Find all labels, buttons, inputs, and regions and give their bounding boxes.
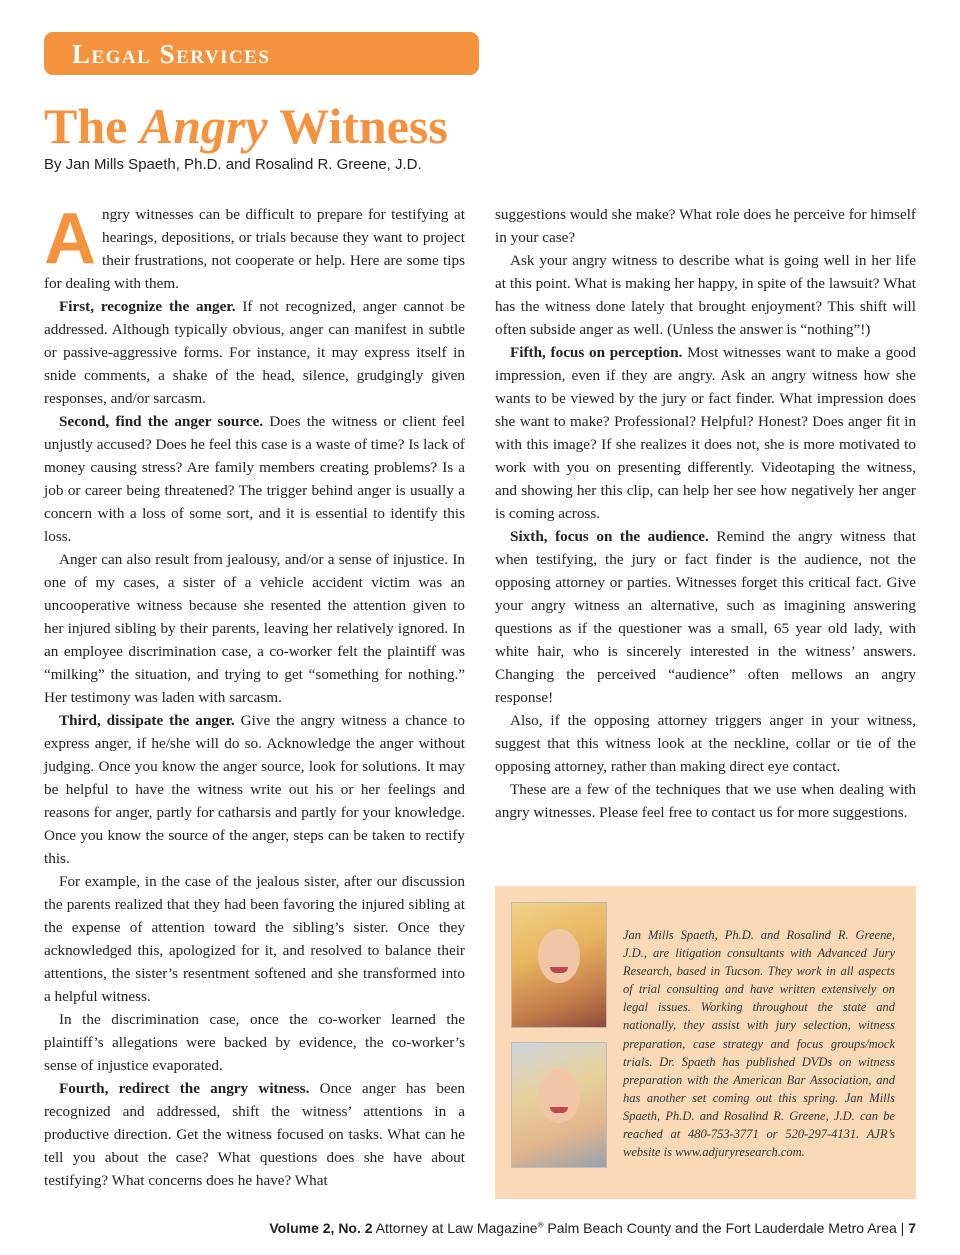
face-shape [538,1069,580,1123]
section-banner [44,32,479,75]
tip-heading-second: Second, find the anger source. [59,413,264,430]
author-photo-greene [511,1042,607,1168]
paragraph-closing: These are a few of the techniques that we use when dealing with angry witnesses. Please feel free to contact us for more suggestions. [495,781,916,821]
title-part-2: Angry [139,98,268,154]
article-title [44,96,448,156]
tip-text-second: Does the witness or client feel unjustly accused? Does he feel this case is a waste of time? Is lack of money causing stress? Are family members creating problems? Is a job or career being threatened? The trigger behind anger is usually a concern with a loss of some sort, and it is essential to identify this loss. [44,413,465,545]
paragraph-continued: suggestions would she make? What role does he perceive for himself in your case? [495,206,916,246]
paragraph-intro-text: ngry witnesses can be difficult to prepare for testifying at hearings, depositions, or trials because they want to project their frustrations, not cooperate or help. Here are some tips for dealing with them. [44,206,465,292]
tip-text-first: If not recognized, anger cannot be addressed. Although typically obvious, anger can manifest in subtle or passive-aggressive forms. For instance, it may express itself in snide comments, a shake of the head, silence, grudgingly given responses, and/or sarcasm. [44,298,465,407]
paragraph-jealousy: Anger can also result from jealousy, and/or a sense of injustice. In one of my cases, a sister of a vehicle accident victim was an uncooperative witness because she resented the attention given to her injured sibling by their parents, leaving her relatively ignored. In an employee discrimination case, a co-worker felt the plaintiff was “milking” the situation, and trying to get “something for nothing.” Her testimony was laden with sarcasm. [44,551,465,706]
paragraph-going-well: Ask your angry witness to describe what is going well in her life at this point. What is making her happy, in spite of the lawsuit? What has the witness done lately that brought enjoyment? This shift will often subside anger as well. (Unless the answer is “nothing”!) [495,252,916,338]
tip-text-sixth: Remind the angry witness that when testifying, the jury or fact finder is the audience, not the opposing attorney or parties. Witnesses forget this critical fact. Give your angry witness an alternative, such as imagining answering questions as if the questioner was a small, 65 year old lady, with white hair, who is sincerely interested in the witness’ answers. Changing the perceived “audience” often mellows an angry response! [495,528,916,706]
drop-cap: A [44,199,96,279]
footer-region: Palm Beach County and the Fort Lauderdale Metro Area | [543,1220,909,1236]
paragraph-first-tip [44,295,465,410]
footer-magazine: Attorney at Law Magazine [372,1220,538,1236]
paragraph-sixth-tip [495,525,916,709]
author-bio-box [495,886,916,1199]
paragraph-fourth-tip [44,1077,465,1192]
tip-heading-fourth: Fourth, redirect the angry witness. [59,1080,310,1097]
registered-mark: ® [537,1220,544,1230]
article-column-right [495,203,916,824]
article-column-left [44,199,465,1192]
paragraph-opposing-attorney: Also, if the opposing attorney triggers anger in your witness, suggest that this witness look at the neckline, collar or tie of the opposing attorney, rather than making direct eye contact. [495,712,916,775]
title-part-3: Witness [267,98,448,154]
page-number: 7 [908,1220,916,1236]
byline: By Jan Mills Spaeth, Ph.D. and Rosalind R. Greene, J.D. [44,156,422,173]
face-shape [538,929,580,983]
footer-volume: Volume 2, No. 2 [269,1220,373,1236]
tip-text-fourth: Once anger has been recognized and addressed, shift the witness’ attentions in a productive direction. Get the witness focused on tasks. What can he tell you about the case? What questions does she have about testifying? What concerns does he have? What [44,1080,465,1189]
author-photo-spaeth [511,902,607,1028]
tip-text-third: Give the angry witness a chance to express anger, if he/she will do so. Acknowledge the anger without judging. Once you know the anger source, look for solutions. It may be helpful to have the witness write out his or her feelings and reasons for anger, partly for catharsis and partly for your knowledge. Once you know the source of the anger, steps can be taken to rectify this. [44,712,465,867]
paragraph-intro [44,199,465,295]
tip-heading-fifth: Fifth, focus on perception. [510,344,683,361]
paragraph-fifth-tip [495,341,916,525]
tip-text-fifth: Most witnesses want to make a good impression, even if they are angry. Ask an angry witness how she wants to be viewed by the jury or fact finder. What impression does she want to make? Professional? Helpful? Honest? Does anger fit in with this image? If she realizes it does not, she is more motivated to work with you on presenting differently. Videotaping the witness, and showing her this clip, can help her see how negatively her anger is coming across. [495,344,916,522]
page-footer [269,1220,916,1236]
tip-heading-third: Third, dissipate the anger. [59,712,235,729]
paragraph-second-tip [44,410,465,548]
author-bio-text: Jan Mills Spaeth, Ph.D. and Rosalind R. Greene, J.D., are litigation consultants with Advanced Jury Research, based in Tucson. They work in all aspects of trial consulting and have written extensively on legal issues. Working throughout the state and nationally, they assist with jury selection, witness preparation, case strategy and focus groups/mock trials. Dr. Spaeth has published DVDs on witness preparation with the American Bar Association, and has another set coming out this spring. Jan Mills Spaeth, Ph.D. and Rosalind R. Greene, J.D. can be reached at 480-753-3771 or 520-297-4131. AJR’s website is www.adjuryresearch.com. [623,928,895,1160]
paragraph-discrimination: In the discrimination case, once the co-worker learned the plaintiff’s allegations were backed by evidence, the co-worker’s sense of injustice evaporated. [44,1011,465,1074]
title-part-1: The [44,98,140,154]
paragraph-example: For example, in the case of the jealous sister, after our discussion the parents realized that they had been favoring the injured sibling at the expense of attention toward the sibling’s sister. Once they acknowledged this, apologized for it, and resolved to balance their attentions, the sister’s resentment softened and she transformed into a helpful witness. [44,873,465,1005]
tip-heading-first: First, recognize the anger. [59,298,236,315]
section-label: Legal Services [72,39,271,69]
tip-heading-sixth: Sixth, focus on the audience. [510,528,709,545]
paragraph-third-tip [44,709,465,870]
